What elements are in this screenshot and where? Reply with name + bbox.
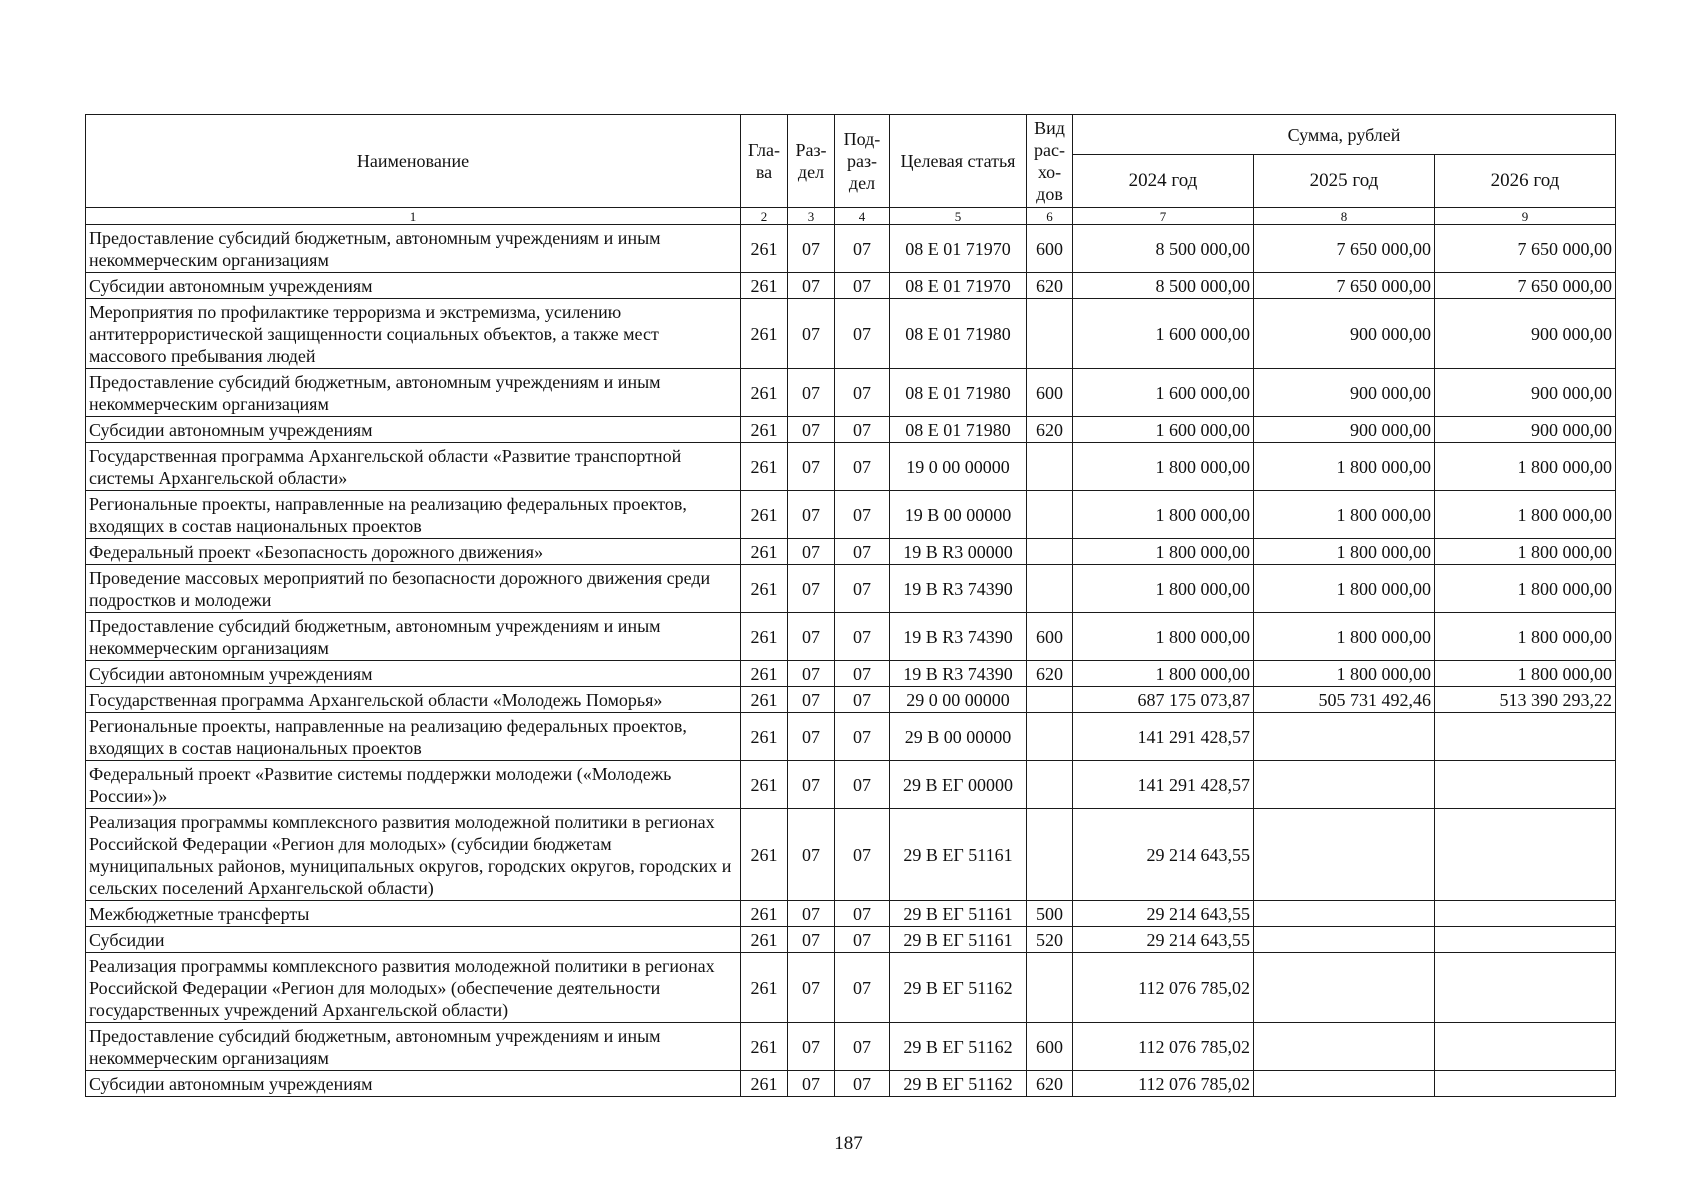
- row-podrazdel: 07: [835, 491, 890, 539]
- row-target-article: 08 Е 01 71970: [890, 273, 1027, 299]
- row-podrazdel: 07: [835, 299, 890, 369]
- row-name: Предоставление субсидий бюджетным, автономным учреждениям и иным некоммерческим организациям: [86, 613, 741, 661]
- row-target-article: 19 В R3 74390: [890, 661, 1027, 687]
- row-sum-2025: 1 800 000,00: [1254, 661, 1435, 687]
- table-row: [86, 1023, 1616, 1071]
- row-glava: 261: [741, 417, 788, 443]
- row-target-article: 08 Е 01 71970: [890, 225, 1027, 273]
- row-sum-2026: 7 650 000,00: [1435, 225, 1616, 273]
- row-sum-2025: 900 000,00: [1254, 299, 1435, 369]
- row-razdel: 07: [788, 687, 835, 713]
- header-razdel: [788, 115, 835, 208]
- row-podrazdel: 07: [835, 761, 890, 809]
- row-razdel: 07: [788, 661, 835, 687]
- row-expense-type: [1027, 299, 1073, 369]
- row-expense-type: 620: [1027, 661, 1073, 687]
- row-name: Проведение массовых мероприятий по безопасности дорожного движения среди подростков и молодежи: [86, 565, 741, 613]
- row-sum-2026: [1435, 809, 1616, 901]
- row-podrazdel: 07: [835, 953, 890, 1023]
- table-row: [86, 539, 1616, 565]
- row-sum-2025: [1254, 927, 1435, 953]
- header-glava-text: Гла-ва: [747, 140, 781, 182]
- row-sum-2024: 1 600 000,00: [1073, 369, 1254, 417]
- row-sum-2025: 1 800 000,00: [1254, 443, 1435, 491]
- row-sum-2024: 1 600 000,00: [1073, 299, 1254, 369]
- row-glava: 261: [741, 565, 788, 613]
- row-podrazdel: 07: [835, 687, 890, 713]
- row-target-article: 29 В ЕГ 51161: [890, 927, 1027, 953]
- row-sum-2025: [1254, 713, 1435, 761]
- row-razdel: 07: [788, 273, 835, 299]
- row-glava: 261: [741, 299, 788, 369]
- row-sum-2026: [1435, 1071, 1616, 1097]
- row-glava: 261: [741, 661, 788, 687]
- row-sum-2024: 1 600 000,00: [1073, 417, 1254, 443]
- row-sum-2026: [1435, 761, 1616, 809]
- row-sum-2024: 29 214 643,55: [1073, 901, 1254, 927]
- row-glava: 261: [741, 901, 788, 927]
- table-row: [86, 713, 1616, 761]
- table-header: [86, 115, 1616, 225]
- row-razdel: 07: [788, 565, 835, 613]
- row-razdel: 07: [788, 225, 835, 273]
- row-name: Субсидии автономным учреждениям: [86, 417, 741, 443]
- row-sum-2025: 7 650 000,00: [1254, 225, 1435, 273]
- row-sum-2024: 29 214 643,55: [1073, 809, 1254, 901]
- row-glava: 261: [741, 713, 788, 761]
- row-sum-2025: [1254, 953, 1435, 1023]
- row-sum-2024: 112 076 785,02: [1073, 1071, 1254, 1097]
- header-name: Наименование: [86, 115, 741, 208]
- row-sum-2026: 900 000,00: [1435, 299, 1616, 369]
- row-name: Субсидии: [86, 927, 741, 953]
- row-razdel: 07: [788, 539, 835, 565]
- row-podrazdel: 07: [835, 901, 890, 927]
- row-target-article: 29 0 00 00000: [890, 687, 1027, 713]
- row-target-article: 19 В 00 00000: [890, 491, 1027, 539]
- row-target-article: 19 В R3 74390: [890, 613, 1027, 661]
- row-sum-2025: 1 800 000,00: [1254, 539, 1435, 565]
- row-sum-2025: 1 800 000,00: [1254, 565, 1435, 613]
- row-razdel: 07: [788, 901, 835, 927]
- row-sum-2026: [1435, 953, 1616, 1023]
- header-expense-type: [1027, 115, 1073, 208]
- table-row: [86, 809, 1616, 901]
- row-sum-2025: 7 650 000,00: [1254, 273, 1435, 299]
- row-podrazdel: 07: [835, 225, 890, 273]
- row-name: Реализация программы комплексного развития молодежной политики в регионах Российской Федерации «Регион для молодых» (обеспечение деятельности государственных учреждений Архангельской области): [86, 953, 741, 1023]
- row-target-article: 19 0 00 00000: [890, 443, 1027, 491]
- row-expense-type: 500: [1027, 901, 1073, 927]
- row-glava: 261: [741, 761, 788, 809]
- row-name: Федеральный проект «Безопасность дорожного движения»: [86, 539, 741, 565]
- row-glava: 261: [741, 809, 788, 901]
- column-number: 1: [86, 208, 741, 225]
- row-expense-type: [1027, 687, 1073, 713]
- table-row: [86, 927, 1616, 953]
- row-glava: 261: [741, 225, 788, 273]
- row-expense-type: 620: [1027, 273, 1073, 299]
- row-target-article: 29 В ЕГ 51161: [890, 901, 1027, 927]
- row-sum-2025: [1254, 1023, 1435, 1071]
- row-name: Субсидии автономным учреждениям: [86, 661, 741, 687]
- row-razdel: 07: [788, 809, 835, 901]
- row-sum-2025: [1254, 901, 1435, 927]
- row-sum-2024: 29 214 643,55: [1073, 927, 1254, 953]
- column-number: 7: [1073, 208, 1254, 225]
- row-razdel: 07: [788, 761, 835, 809]
- row-expense-type: 600: [1027, 613, 1073, 661]
- row-glava: 261: [741, 369, 788, 417]
- row-sum-2024: 1 800 000,00: [1073, 661, 1254, 687]
- row-podrazdel: 07: [835, 661, 890, 687]
- row-target-article: 29 В 00 00000: [890, 713, 1027, 761]
- row-sum-2024: 8 500 000,00: [1073, 225, 1254, 273]
- row-sum-2026: 7 650 000,00: [1435, 273, 1616, 299]
- row-target-article: 08 Е 01 71980: [890, 417, 1027, 443]
- row-target-article: 08 Е 01 71980: [890, 369, 1027, 417]
- row-razdel: 07: [788, 927, 835, 953]
- row-name: Реализация программы комплексного развития молодежной политики в регионах Российской Федерации «Регион для молодых» (субсидии бюджетам муниципальных районов, муниципальных округов, городских округов, городских и сельских поселений Архангельской области): [86, 809, 741, 901]
- row-razdel: 07: [788, 1071, 835, 1097]
- row-sum-2026: [1435, 1023, 1616, 1071]
- table-row: [86, 491, 1616, 539]
- row-expense-type: [1027, 443, 1073, 491]
- row-sum-2026: 1 800 000,00: [1435, 613, 1616, 661]
- row-sum-2026: [1435, 927, 1616, 953]
- table-row: [86, 661, 1616, 687]
- row-sum-2026: 1 800 000,00: [1435, 565, 1616, 613]
- column-number: 5: [890, 208, 1027, 225]
- row-glava: 261: [741, 927, 788, 953]
- row-expense-type: 620: [1027, 1071, 1073, 1097]
- row-sum-2026: 1 800 000,00: [1435, 539, 1616, 565]
- column-number: 8: [1254, 208, 1435, 225]
- row-sum-2024: 1 800 000,00: [1073, 539, 1254, 565]
- table-row: [86, 687, 1616, 713]
- row-sum-2025: [1254, 809, 1435, 901]
- table-row: [86, 901, 1616, 927]
- row-name: Мероприятия по профилактике терроризма и экстремизма, усилению антитеррористической защищенности социальных объектов, а также мест массового пребывания людей: [86, 299, 741, 369]
- row-glava: 261: [741, 273, 788, 299]
- row-target-article: 29 В ЕГ 51162: [890, 1071, 1027, 1097]
- row-name: Региональные проекты, направленные на реализацию федеральных проектов, входящих в состав национальных проектов: [86, 713, 741, 761]
- row-glava: 261: [741, 491, 788, 539]
- column-number: 6: [1027, 208, 1073, 225]
- row-sum-2026: 513 390 293,22: [1435, 687, 1616, 713]
- table-row: [86, 273, 1616, 299]
- row-sum-2026: [1435, 713, 1616, 761]
- row-expense-type: [1027, 761, 1073, 809]
- row-razdel: 07: [788, 299, 835, 369]
- row-name: Предоставление субсидий бюджетным, автономным учреждениям и иным некоммерческим организациям: [86, 225, 741, 273]
- row-target-article: 29 В ЕГ 51162: [890, 1023, 1027, 1071]
- row-sum-2025: 1 800 000,00: [1254, 613, 1435, 661]
- table-row: [86, 565, 1616, 613]
- row-sum-2024: 112 076 785,02: [1073, 953, 1254, 1023]
- row-expense-type: 600: [1027, 369, 1073, 417]
- row-podrazdel: 07: [835, 1071, 890, 1097]
- row-expense-type: 620: [1027, 417, 1073, 443]
- row-name: Государственная программа Архангельской области «Развитие транспортной системы Архангельской области»: [86, 443, 741, 491]
- header-expense-type-text: Вид рас-хо-дов: [1034, 118, 1065, 204]
- row-sum-2026: 900 000,00: [1435, 417, 1616, 443]
- row-name: Федеральный проект «Развитие системы поддержки молодежи («Молодежь России»)»: [86, 761, 741, 809]
- row-razdel: 07: [788, 369, 835, 417]
- row-podrazdel: 07: [835, 539, 890, 565]
- row-podrazdel: 07: [835, 927, 890, 953]
- row-razdel: 07: [788, 443, 835, 491]
- table-row: [86, 417, 1616, 443]
- row-name: Региональные проекты, направленные на реализацию федеральных проектов, входящих в состав национальных проектов: [86, 491, 741, 539]
- row-name: Государственная программа Архангельской области «Молодежь Поморья»: [86, 687, 741, 713]
- table-row: [86, 299, 1616, 369]
- header-glava: [741, 115, 788, 208]
- table-row: [86, 613, 1616, 661]
- row-expense-type: 520: [1027, 927, 1073, 953]
- row-expense-type: 600: [1027, 1023, 1073, 1071]
- row-glava: 261: [741, 1071, 788, 1097]
- row-sum-2025: 1 800 000,00: [1254, 491, 1435, 539]
- row-glava: 261: [741, 953, 788, 1023]
- row-expense-type: 600: [1027, 225, 1073, 273]
- row-razdel: 07: [788, 953, 835, 1023]
- row-sum-2025: 900 000,00: [1254, 369, 1435, 417]
- header-year-2026: 2026 год: [1435, 155, 1616, 208]
- row-name: Субсидии автономным учреждениям: [86, 1071, 741, 1097]
- table-row: [86, 1071, 1616, 1097]
- row-sum-2025: 900 000,00: [1254, 417, 1435, 443]
- row-target-article: 29 В ЕГ 00000: [890, 761, 1027, 809]
- row-target-article: 19 В R3 00000: [890, 539, 1027, 565]
- row-sum-2026: 1 800 000,00: [1435, 661, 1616, 687]
- row-razdel: 07: [788, 613, 835, 661]
- row-podrazdel: 07: [835, 273, 890, 299]
- column-number: 4: [835, 208, 890, 225]
- row-target-article: 08 Е 01 71980: [890, 299, 1027, 369]
- budget-table: [85, 114, 1616, 1097]
- column-number: 3: [788, 208, 835, 225]
- row-name: Предоставление субсидий бюджетным, автономным учреждениям и иным некоммерческим организациям: [86, 1023, 741, 1071]
- row-expense-type: [1027, 713, 1073, 761]
- row-expense-type: [1027, 565, 1073, 613]
- header-podrazdel-text: Под-раз-дел: [843, 129, 881, 193]
- row-podrazdel: 07: [835, 809, 890, 901]
- row-sum-2026: 1 800 000,00: [1435, 491, 1616, 539]
- table-row: [86, 369, 1616, 417]
- row-sum-2024: 687 175 073,87: [1073, 687, 1254, 713]
- table-row: [86, 953, 1616, 1023]
- row-sum-2025: [1254, 761, 1435, 809]
- row-glava: 261: [741, 1023, 788, 1071]
- row-podrazdel: 07: [835, 1023, 890, 1071]
- table-row: [86, 443, 1616, 491]
- row-razdel: 07: [788, 1023, 835, 1071]
- row-target-article: 29 В ЕГ 51161: [890, 809, 1027, 901]
- table-body: [86, 225, 1616, 1097]
- row-sum-2025: 505 731 492,46: [1254, 687, 1435, 713]
- row-sum-2024: 141 291 428,57: [1073, 761, 1254, 809]
- row-sum-2024: 1 800 000,00: [1073, 613, 1254, 661]
- row-sum-2024: 1 800 000,00: [1073, 565, 1254, 613]
- row-sum-2026: [1435, 901, 1616, 927]
- row-glava: 261: [741, 539, 788, 565]
- row-glava: 261: [741, 687, 788, 713]
- row-sum-2024: 8 500 000,00: [1073, 273, 1254, 299]
- header-year-2024: 2024 год: [1073, 155, 1254, 208]
- row-glava: 261: [741, 443, 788, 491]
- row-expense-type: [1027, 491, 1073, 539]
- row-razdel: 07: [788, 491, 835, 539]
- row-expense-type: [1027, 953, 1073, 1023]
- column-number: 2: [741, 208, 788, 225]
- row-podrazdel: 07: [835, 443, 890, 491]
- header-razdel-text: Раз-дел: [795, 140, 827, 182]
- row-expense-type: [1027, 809, 1073, 901]
- row-target-article: 29 В ЕГ 51162: [890, 953, 1027, 1023]
- row-sum-2025: [1254, 1071, 1435, 1097]
- row-sum-2026: 900 000,00: [1435, 369, 1616, 417]
- page-number: 187: [834, 1133, 863, 1154]
- row-sum-2024: 1 800 000,00: [1073, 491, 1254, 539]
- row-razdel: 07: [788, 417, 835, 443]
- header-podrazdel: [835, 115, 890, 208]
- row-expense-type: [1027, 539, 1073, 565]
- row-podrazdel: 07: [835, 613, 890, 661]
- row-sum-2024: 141 291 428,57: [1073, 713, 1254, 761]
- row-sum-2024: 1 800 000,00: [1073, 443, 1254, 491]
- row-podrazdel: 07: [835, 713, 890, 761]
- column-number: 9: [1435, 208, 1616, 225]
- row-podrazdel: 07: [835, 565, 890, 613]
- row-podrazdel: 07: [835, 417, 890, 443]
- row-name: Предоставление субсидий бюджетным, автономным учреждениям и иным некоммерческим организациям: [86, 369, 741, 417]
- row-glava: 261: [741, 613, 788, 661]
- table-row: [86, 225, 1616, 273]
- header-year-2025: 2025 год: [1254, 155, 1435, 208]
- row-name: Субсидии автономным учреждениям: [86, 273, 741, 299]
- column-numbers-row: [86, 208, 1616, 225]
- row-razdel: 07: [788, 713, 835, 761]
- row-name: Межбюджетные трансферты: [86, 901, 741, 927]
- table-row: [86, 761, 1616, 809]
- header-target-article: Целевая статья: [890, 115, 1027, 208]
- row-podrazdel: 07: [835, 369, 890, 417]
- row-sum-2026: 1 800 000,00: [1435, 443, 1616, 491]
- row-target-article: 19 В R3 74390: [890, 565, 1027, 613]
- row-sum-2024: 112 076 785,02: [1073, 1023, 1254, 1071]
- header-sum: Сумма, рублей: [1073, 115, 1616, 155]
